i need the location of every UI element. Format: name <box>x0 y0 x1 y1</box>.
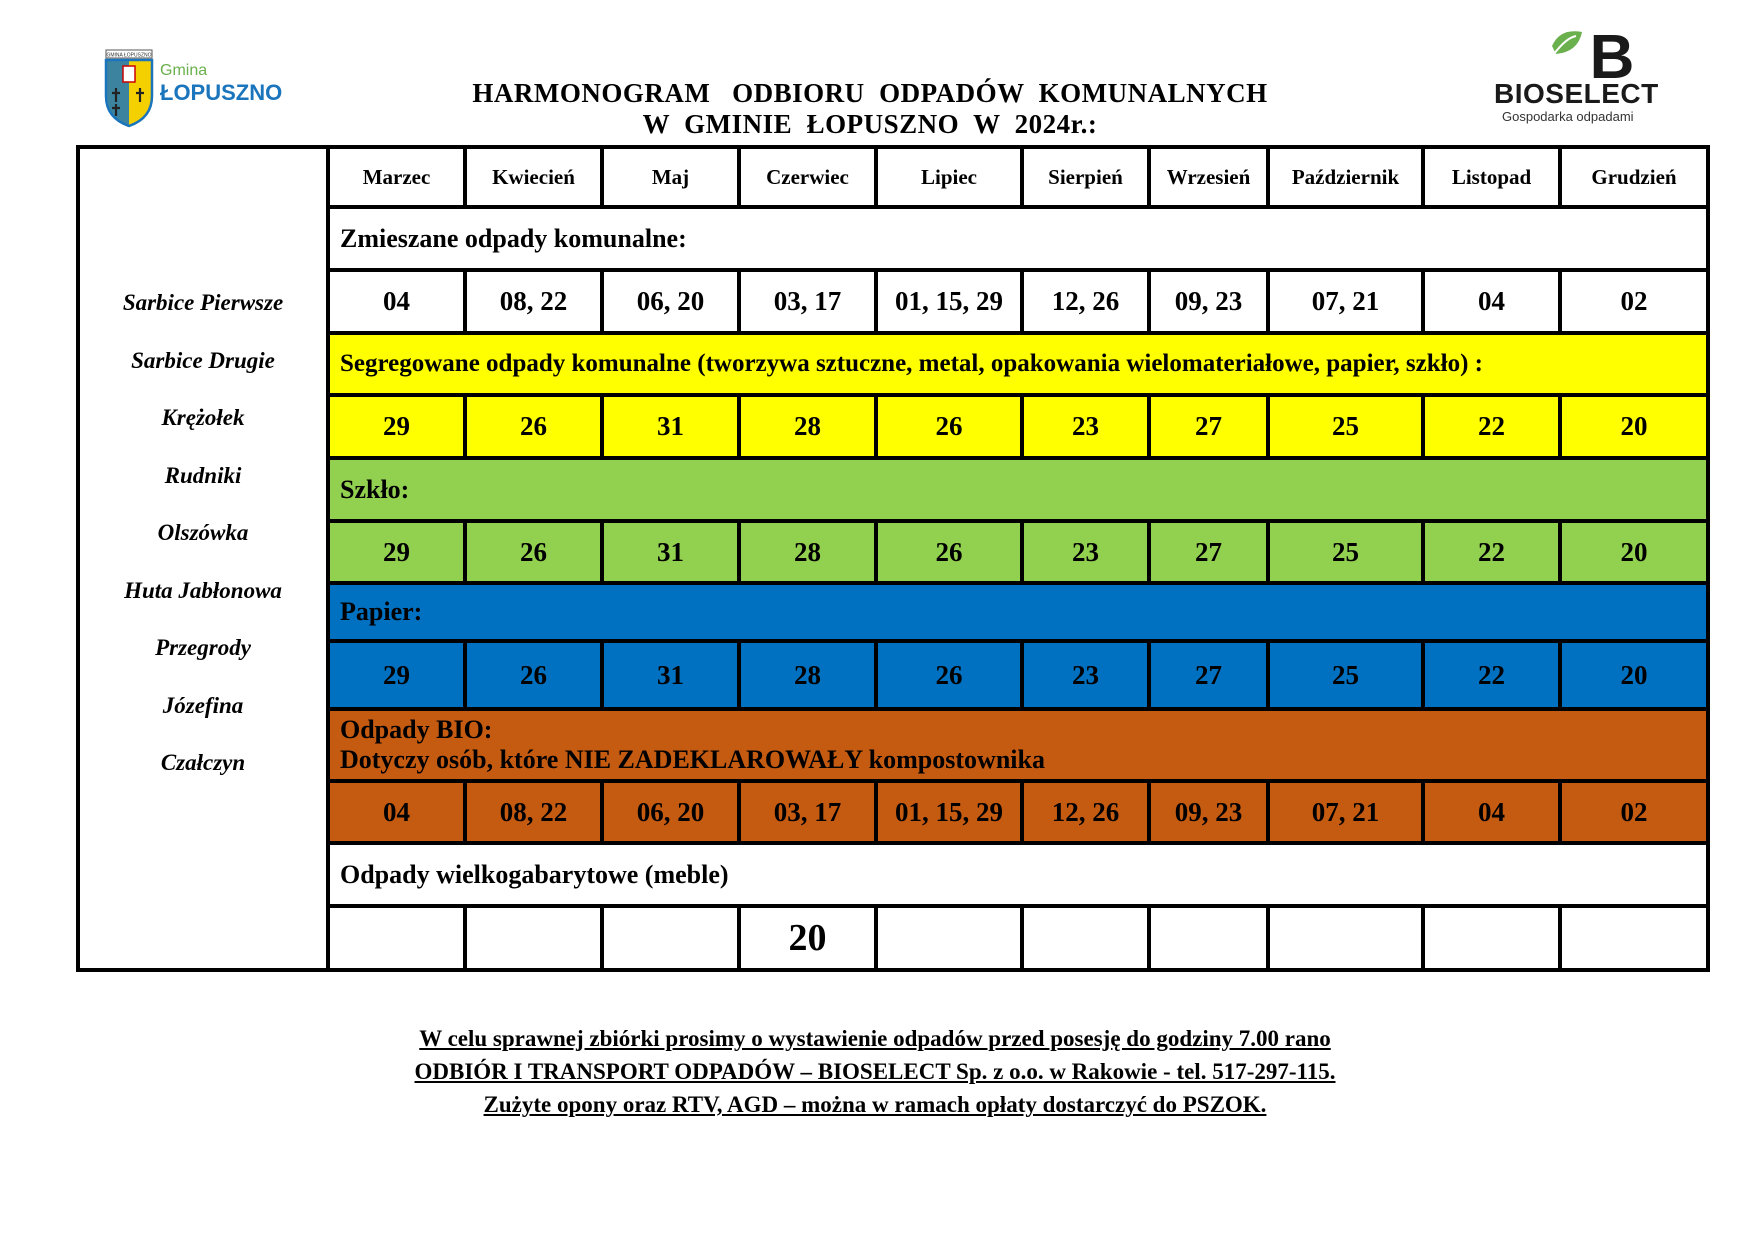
date-cell: 20 <box>739 906 876 970</box>
collection-schedule-table <box>76 145 1710 972</box>
date-cell <box>876 906 1022 970</box>
date-cell: 26 <box>876 641 1022 709</box>
footer-line-1: W celu sprawnej zbiórki prosimy o wystawienie odpadów przed posesję do godziny 7.00 rano <box>419 1026 1331 1051</box>
date-cell <box>602 906 739 970</box>
locality: Huta Jabłonowa <box>124 577 282 603</box>
date-cell: 31 <box>602 641 739 709</box>
svg-text:B: B <box>1589 26 1635 86</box>
date-cell: 26 <box>876 395 1022 458</box>
month-header: Grudzień <box>1560 147 1708 207</box>
footer-notes <box>300 1022 1450 1121</box>
logo-bioselect-name: BIOSELECT <box>1494 78 1659 109</box>
date-cell: 12, 26 <box>1022 270 1149 333</box>
date-cell: 02 <box>1560 781 1708 843</box>
date-cell: 28 <box>739 641 876 709</box>
date-cell: 09, 23 <box>1149 270 1268 333</box>
date-cell: 26 <box>876 521 1022 583</box>
date-cell: 02 <box>1560 270 1708 333</box>
bioselect-leaf-icon <box>1494 26 1694 86</box>
month-header: Marzec <box>328 147 465 207</box>
date-cell: 04 <box>1423 781 1560 843</box>
title-line-1: HARMONOGRAM ODBIORU ODPADÓW KOMUNALNYCH <box>472 78 1268 108</box>
emblem-text: GMINA ŁOPUSZNO <box>106 52 152 59</box>
date-cell: 29 <box>328 521 465 583</box>
locality: Rudniki <box>164 462 242 488</box>
month-header: Październik <box>1268 147 1423 207</box>
date-cell <box>1149 906 1268 970</box>
bulky-waste-label: Odpady wielkogabarytowe (meble) <box>328 843 1708 906</box>
date-cell: 04 <box>328 270 465 333</box>
date-cell: 08, 22 <box>465 270 602 333</box>
date-cell: 31 <box>602 395 739 458</box>
date-cell <box>465 906 602 970</box>
month-header: Sierpień <box>1022 147 1149 207</box>
date-cell: 22 <box>1423 395 1560 458</box>
date-cell: 03, 17 <box>739 270 876 333</box>
locality: Sarbice Drugie <box>131 347 275 373</box>
locality: Józefina <box>162 692 244 718</box>
locality: Czałczyn <box>160 750 246 775</box>
date-cell <box>1022 906 1149 970</box>
date-cell: 27 <box>1149 395 1268 458</box>
month-header: Czerwiec <box>739 147 876 207</box>
date-cell: 23 <box>1022 521 1149 583</box>
month-header: Lipiec <box>876 147 1022 207</box>
paper-label: Papier: <box>328 583 1708 641</box>
date-cell: 04 <box>328 781 465 843</box>
locality: Olszówka <box>157 520 249 545</box>
locality: Przegrody <box>155 635 251 660</box>
date-cell <box>1268 906 1423 970</box>
date-cell: 28 <box>739 521 876 583</box>
date-cell: 20 <box>1560 641 1708 709</box>
bio-waste-title: Odpady BIO: <box>340 715 493 744</box>
date-cell: 26 <box>465 521 602 583</box>
date-cell: 22 <box>1423 521 1560 583</box>
locality: Krężołek <box>161 405 245 430</box>
footer-line-3: Zużyte opony oraz RTV, AGD – można w ramach opłaty dostarczyć do PSZOK. <box>483 1092 1267 1117</box>
date-cell: 03, 17 <box>739 781 876 843</box>
date-cell: 23 <box>1022 395 1149 458</box>
localities-column <box>78 147 328 970</box>
month-header-row <box>78 147 1708 207</box>
month-header: Listopad <box>1423 147 1560 207</box>
footer-line-2: ODBIÓR I TRANSPORT ODPADÓW – BIOSELECT Sp. z o.o. w Rakowie - tel. 517-297-115. <box>414 1059 1336 1084</box>
date-cell: 27 <box>1149 641 1268 709</box>
month-header: Maj <box>602 147 739 207</box>
date-cell: 25 <box>1268 521 1423 583</box>
date-cell: 01, 15, 29 <box>876 270 1022 333</box>
date-cell: 27 <box>1149 521 1268 583</box>
date-cell: 08, 22 <box>465 781 602 843</box>
date-cell: 20 <box>1560 395 1708 458</box>
date-cell: 20 <box>1560 521 1708 583</box>
date-cell: 28 <box>739 395 876 458</box>
date-cell: 04 <box>1423 270 1560 333</box>
date-cell: 09, 23 <box>1149 781 1268 843</box>
date-cell: 26 <box>465 395 602 458</box>
bio-waste-note: Dotyczy osób, które NIE ZADEKLAROWAŁY kompostownika <box>340 745 1045 774</box>
date-cell: 07, 21 <box>1268 781 1423 843</box>
glass-label: Szkło: <box>328 458 1708 521</box>
month-header: Kwiecień <box>465 147 602 207</box>
date-cell: 01, 15, 29 <box>876 781 1022 843</box>
date-cell: 31 <box>602 521 739 583</box>
date-cell: 25 <box>1268 641 1423 709</box>
logo-name: ŁOPUSZNO <box>160 80 283 105</box>
date-cell: 06, 20 <box>602 270 739 333</box>
title-line-2: W GMINIE ŁOPUSZNO W 2024r.: <box>642 109 1098 139</box>
date-cell <box>1423 906 1560 970</box>
bioselect-logo <box>1494 26 1694 122</box>
locality: Sarbice Pierwsze <box>122 290 284 315</box>
date-cell: 07, 21 <box>1268 270 1423 333</box>
date-cell: 25 <box>1268 395 1423 458</box>
month-header: Wrzesień <box>1149 147 1268 207</box>
logo-small-text: Gmina <box>160 62 208 79</box>
date-cell: 06, 20 <box>602 781 739 843</box>
page-title <box>420 78 1320 140</box>
date-cell: 22 <box>1423 641 1560 709</box>
bio-waste-label <box>328 709 1708 781</box>
date-cell: 29 <box>328 641 465 709</box>
date-cell: 23 <box>1022 641 1149 709</box>
logo-tagline: Gospodarka odpadami <box>1502 109 1634 124</box>
date-cell: 29 <box>328 395 465 458</box>
date-cell: 26 <box>465 641 602 709</box>
date-cell <box>328 906 465 970</box>
segregated-waste-label: Segregowane odpady komunalne (tworzywa sztuczne, metal, opakowania wielomateriałowe, papier, szkło) : <box>328 333 1708 395</box>
gmina-lopuszno-logo <box>104 48 294 128</box>
date-cell <box>1560 906 1708 970</box>
date-cell: 12, 26 <box>1022 781 1149 843</box>
mixed-waste-label: Zmieszane odpady komunalne: <box>328 207 1708 270</box>
